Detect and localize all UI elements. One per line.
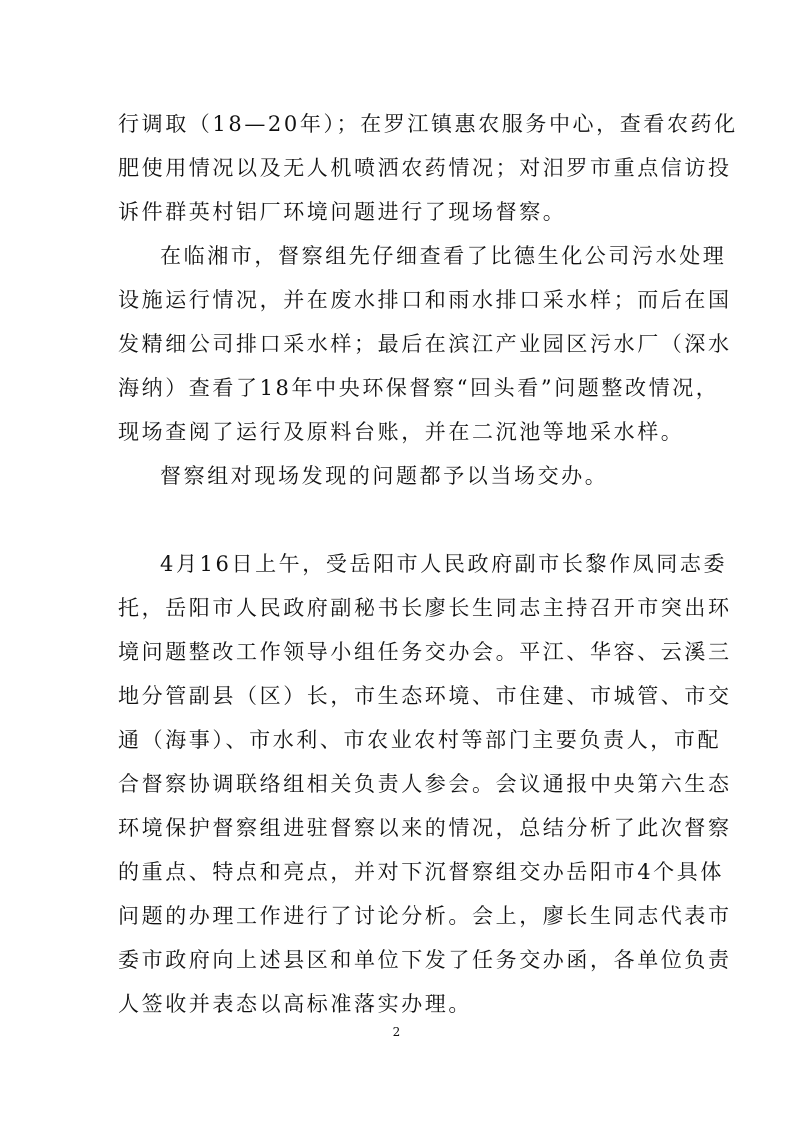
text-line-10: 4月16日上午，受岳阳市人民政府副市长黎作凤同志委 [160, 552, 728, 576]
text-line-15: 合督察协调联络组相关负责人参会。会议通报中央第六生态 [118, 772, 732, 796]
text-line-12: 境问题整改工作领导小组任务交办会。平江、华容、云溪三 [118, 640, 732, 664]
text-line-3: 诉件群英村铝厂环境问题进行了现场督察。 [118, 200, 567, 224]
text-line-20: 人签收并表态以高标准落实办理。 [118, 992, 472, 1016]
text-line-17: 的重点、特点和亮点，并对下沉督察组交办岳阳市4个具体 [118, 860, 724, 884]
text-line-13: 地分管副县（区）长，市生态环境、市住建、市城管、市交 [118, 684, 732, 708]
text-line-1: 行调取（18—20年）；在罗江镇惠农服务中心，查看农药化 [118, 112, 738, 136]
text-line-18: 问题的办理工作进行了讨论分析。会上，廖长生同志代表市 [118, 904, 732, 928]
text-line-7: 海纳）查看了18年中央环保督察“回头看”问题整改情况， [118, 376, 720, 400]
text-line-6: 发精细公司排口采水样；最后在滨江产业园区污水厂（深水 [118, 332, 732, 356]
text-line-5: 设施运行情况，并在废水排口和雨水排口采水样；而后在国 [118, 288, 732, 312]
text-line-8: 现场查阅了运行及原料台账，并在二沉池等地采水样。 [118, 420, 685, 444]
text-line-9: 督察组对现场发现的问题都予以当场交办。 [160, 464, 609, 488]
text-line-2: 肥使用情况以及无人机喷洒农药情况；对汨罗市重点信访投 [118, 156, 732, 180]
page-number: 2 [392, 1025, 401, 1039]
text-line-4: 在临湘市，督察组先仔细查看了比德生化公司污水处理 [160, 244, 727, 268]
text-line-11: 托，岳阳市人民政府副秘书长廖长生同志主持召开市突出环 [118, 596, 732, 620]
text-line-14: 通（海事）、市水利、市农业农村等部门主要负责人，市配 [118, 728, 722, 752]
text-line-16: 环境保护督察组进驻督察以来的情况，总结分析了此次督察 [118, 816, 732, 840]
text-line-19: 委市政府向上述县区和单位下发了任务交办函，各单位负责 [118, 948, 732, 972]
